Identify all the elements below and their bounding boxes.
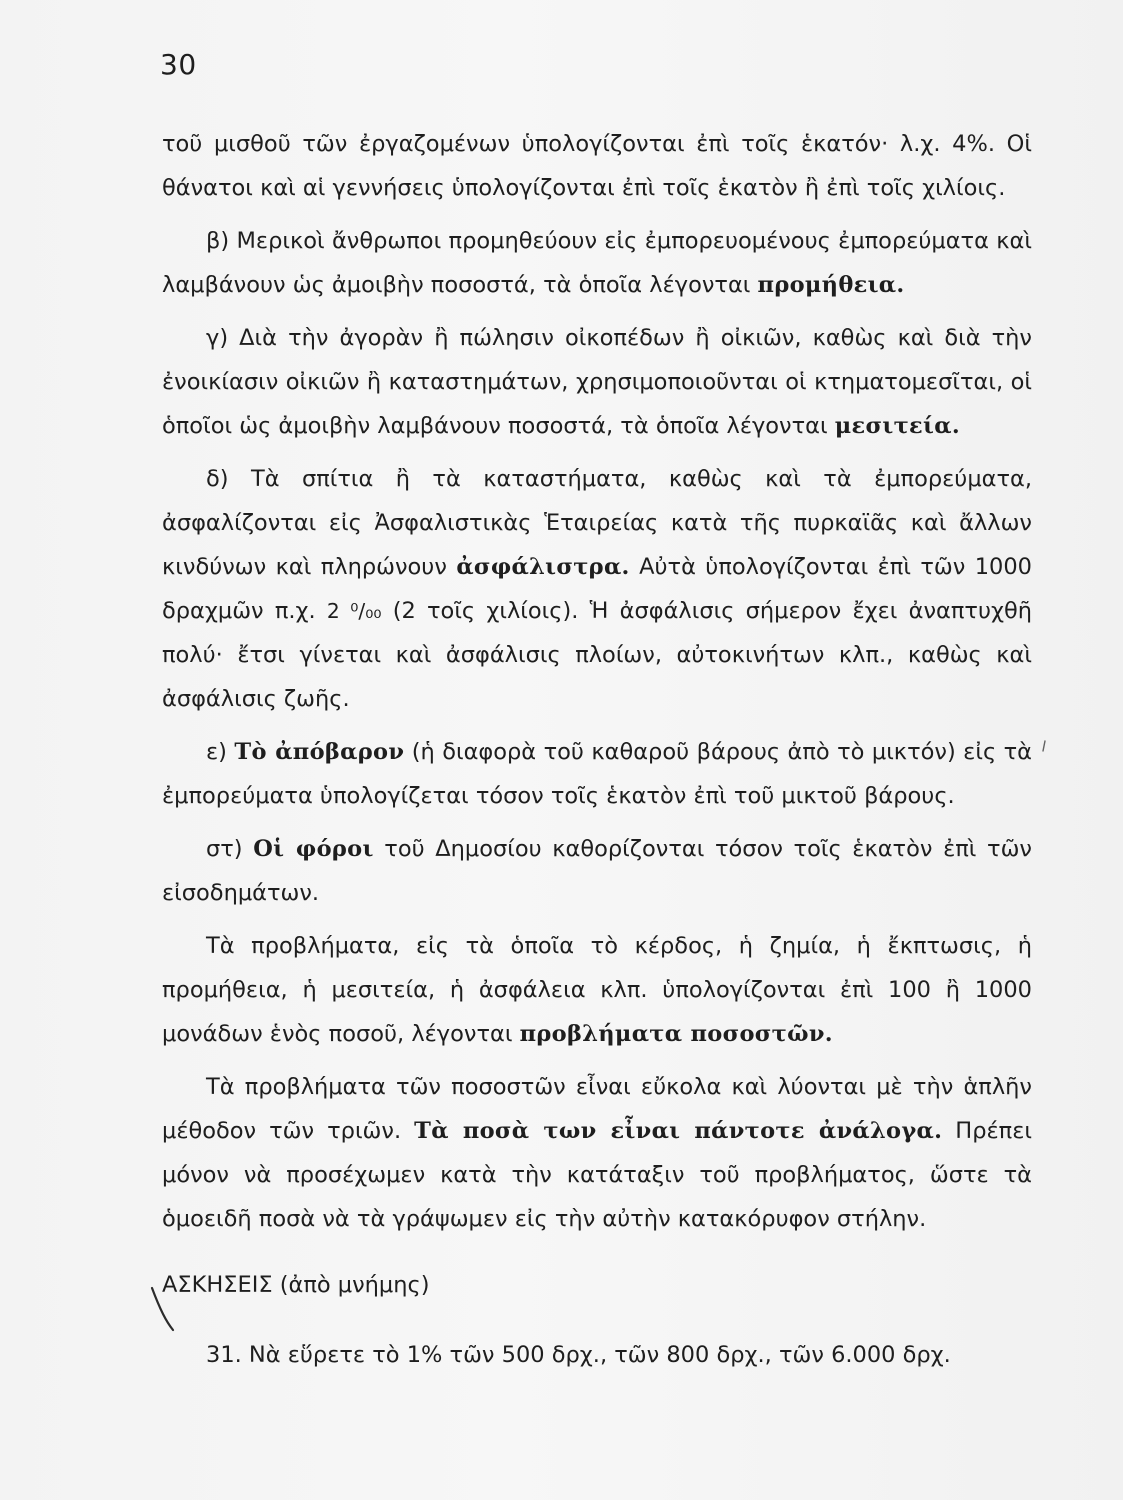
paragraph-percentage-problems: [162, 924, 1032, 1056]
paragraph-brokerage: [162, 316, 1032, 448]
paragraph-method-lead: Τὰ προβλήματα τῶν ποσοστῶν εἶναι εὔκολα καὶ λύονται μὲ τὴν ἁπλῆν μέθοδον τῶν τριῶν.: [162, 1074, 1032, 1144]
exercise-31: 31. Νὰ εὕρετε τὸ 1% τῶν 500 δρχ., τῶν 800 δρχ., τῶν 6.000 δρχ.: [206, 1342, 951, 1368]
term-insurance-premium: ἀσφάλιστρα.: [456, 554, 630, 580]
page-number: 30: [160, 48, 197, 81]
page-content: [162, 122, 1032, 1386]
paragraph-taxes-tail: τοῦ Δημοσίου καθορίζονται τόσον τοῖς ἑκατὸν ἐπὶ τῶν εἰσοδημάτων.: [162, 836, 1032, 906]
paragraph-tare-tail: (ἡ διαφορὰ τοῦ καθαροῦ βάρους ἀπὸ τὸ μικτόν) εἰς τὰ ἐμπορεύματα ὑπολογίζεται τόσον τοῖς ἑκατὸν ἐπὶ τοῦ μικτοῦ βάρους.: [162, 739, 1032, 809]
paragraph-insurance-middle: Αὐτὰ ὑπολογίζονται ἐπὶ τῶν 1000 δραχμῶν π.χ.: [162, 554, 1032, 624]
paragraph-brokerage-text: γ) Διὰ τὴν ἀγορὰν ἢ πώλησιν οἰκοπέδων ἢ οἰκιῶν, καθὼς καὶ διὰ τὴν ἐνοικίασιν οἰκιῶν ἢ καταστημάτων, χρησιμοποιοῦνται οἱ κτηματομεσῖται, οἱ ὁποῖοι ὡς ἀμοιβὴν λαμβάνουν ποσοστά, τὰ ὁποῖα λέγονται: [162, 325, 1032, 439]
term-tare: Τὸ ἀπόβαρον: [234, 739, 405, 765]
term-taxes: Οἱ φόροι: [253, 836, 374, 862]
term-commission: προμήθεια.: [757, 272, 905, 298]
paragraph-method: [162, 1065, 1032, 1241]
hand-check-mark-icon: [146, 1276, 180, 1332]
paragraph-insurance-lead: δ) Τὰ σπίτια ἢ τὰ καταστήματα, καθὼς καὶ τὰ ἐμπορεύματα, ἀσφαλίζονται εἰς Ἀσφαλιστικὰς Ἑταιρείας κατὰ τῆς πυρκαϊᾶς καὶ ἄλλων κινδύνων καὶ πληρώνουν: [162, 466, 1032, 580]
paragraph-tare: [162, 730, 1032, 818]
paragraph-tare-lead: ε): [206, 739, 235, 765]
paragraph-insurance: [162, 457, 1032, 721]
term-percentage-problems: προβλήματα ποσοστῶν.: [519, 1021, 833, 1047]
exercises-title: ΑΣΚΗΣΕΙΣ (ἀπὸ μνήμης): [162, 1272, 430, 1298]
paragraph-commission: [162, 219, 1032, 307]
term-proportional-quantities: Τὰ ποσὰ των εἶναι πάντοτε ἀνάλογα.: [414, 1118, 943, 1144]
paragraph-taxes: [162, 827, 1032, 915]
paragraph-insurance-tail: (2 τοῖς χιλίοις). Ἡ ἀσφάλισις σήμερον ἔχει ἀναπτυχθῆ πολύ· ἔτσι γίνεται καὶ ἀσφάλισις πλοίων, αὐτοκινήτων κλπ., καθὼς καὶ ἀσφάλισις ζωῆς.: [162, 598, 1032, 712]
term-brokerage: μεσιτεία.: [834, 413, 960, 439]
print-mark-icon: [1040, 740, 1048, 752]
paragraph-percentage-problems-text: Τὰ προβλήματα, εἰς τὰ ὁποῖα τὸ κέρδος, ἡ ζημία, ἡ ἔκπτωσις, ἡ προμήθεια, ἡ μεσιτεία, ἡ ἀσφάλεια κλπ. ὑπολογίζονται ἐπὶ 100 ἢ 1000 μονάδων ἑνὸς ποσοῦ, λέγονται: [162, 933, 1032, 1047]
per-mille-ratio: 2 ⁰/₀₀: [326, 599, 382, 623]
paragraph-method-tail: Πρέπει μόνον νὰ προσέχωμεν κατὰ τὴν κατάταξιν τοῦ προβλήματος, ὥστε τὰ ὁμοειδῆ ποσὰ νὰ τὰ γράψωμεν εἰς τὴν αὐτὴν κατακόρυφον στήλην.: [162, 1118, 1032, 1232]
exercises-heading: [162, 1263, 1032, 1307]
paragraph-intro: τοῦ μισθοῦ τῶν ἐργαζομένων ὑπολογίζονται ἐπὶ τοῖς ἑκατόν· λ.χ. 4%. Οἱ θάνατοι καὶ αἱ γεννήσεις ὑπολογίζονται ἐπὶ τοῖς ἑκατὸν ἢ ἐπὶ τοῖς χιλίοις.: [162, 131, 1032, 201]
paragraph-taxes-lead: στ): [206, 836, 254, 862]
paragraph-commission-text: β) Μερικοὶ ἄνθρωποι προμηθεύουν εἰς ἐμπορευομένους ἐμπορεύματα καὶ λαμβάνουν ὡς ἀμοιβὴν ποσοστά, τὰ ὁποῖα λέγονται: [162, 228, 1032, 298]
